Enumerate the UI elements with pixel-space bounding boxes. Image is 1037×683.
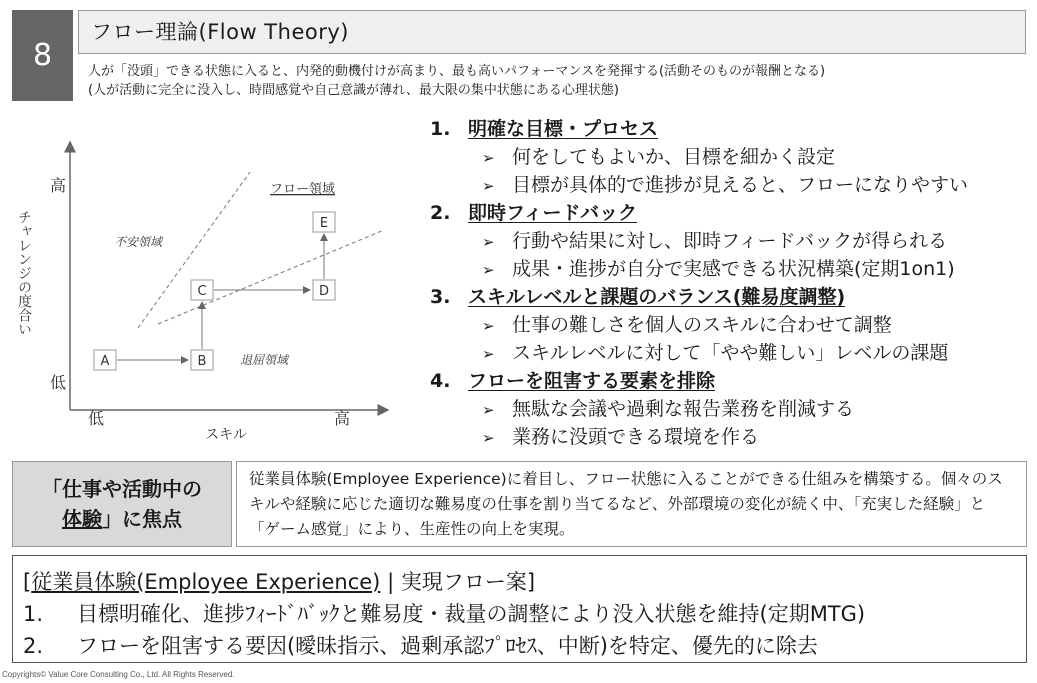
- svg-text:E: E: [319, 216, 329, 231]
- svg-text:A: A: [100, 354, 110, 369]
- list-bullet: ➢ 何をしてもよいか、目標を細かく設定: [482, 146, 836, 168]
- anxiety-zone-label: 不安領域: [114, 235, 163, 249]
- focus-description: 従業員体験(Employee Experience)に着目し、フロー状態に入ることができる仕組みを構築する。個々のスキルや経験に応じた適切な難易度の仕事を割り当てるなど、外部環境の変化が続く中、「充実した経験」と「ゲーム感覚」により、生産性の向上を実現。: [236, 461, 1027, 547]
- list-bullet: ➢ 仕事の難しさを個人のスキルに合わせて調整: [482, 314, 892, 336]
- x-low-label: 低: [87, 409, 105, 428]
- arrow-bullet-icon: ➢: [482, 345, 495, 363]
- list-bullet: ➢ 業務に没頭できる環境を作る: [482, 426, 760, 448]
- boredom-zone-label: 退屈領域: [240, 353, 289, 367]
- svg-text:C: C: [197, 284, 207, 299]
- page-title: フロー理論(Flow Theory): [78, 10, 1026, 54]
- y-axis-title: チャレンジの度合い: [16, 210, 32, 336]
- arrow-bullet-icon: ➢: [482, 429, 495, 447]
- x-high-label: 高: [333, 409, 351, 428]
- x-axis-title: スキル: [205, 427, 247, 443]
- arrow-bullet-icon: ➢: [482, 233, 495, 251]
- arrow-bullet-icon: ➢: [482, 261, 495, 279]
- list-item-heading: 3. スキルレベルと課題のバランス(難易度調整): [430, 286, 846, 308]
- svg-text:B: B: [197, 354, 207, 369]
- node-a: [94, 350, 116, 370]
- node-d: [313, 280, 335, 300]
- list-bullet: ➢ 無駄な会議や過剰な報告業務を削減する: [482, 398, 855, 420]
- node-e: [313, 212, 335, 232]
- arrow-bullet-icon: ➢: [482, 401, 495, 419]
- plan-line-1: 1. 目標明確化、進捗ﾌｨｰﾄﾞﾊﾞｯｸと難易度・裁量の調整により没入状態を維持(定期MTG): [23, 602, 866, 626]
- boredom-boundary: [158, 230, 384, 324]
- copyright: Copyrights© Value Core Consulting Co., Ltd. All Rights Reserved.: [2, 670, 235, 679]
- svg-text:D: D: [318, 284, 330, 299]
- list-bullet: ➢ 成果・進捗が自分で実感できる状況構築(定期1on1): [482, 258, 955, 280]
- list-item-heading: 2. 即時フィードバック: [430, 202, 638, 224]
- focus-label: 「仕事や活動中の 体験」に焦点: [12, 461, 232, 547]
- arrow-bullet-icon: ➢: [482, 149, 495, 167]
- list-bullet: ➢ 行動や結果に対し、即時フィードバックが得られる: [482, 230, 948, 252]
- plan-title: [従業員体験(Employee Experience) | 実現フロー案]: [23, 570, 536, 594]
- list-item-heading: 4. フローを阻害する要素を排除: [430, 370, 716, 392]
- section-number: 8: [12, 10, 73, 101]
- subtitle-line-2: (人が活動に完全に没入し、時間感覚や自己意識が薄れ、最大限の集中状態にある心理状態): [88, 83, 619, 98]
- arrow-bullet-icon: ➢: [482, 317, 495, 335]
- list-bullet: ➢ スキルレベルに対して「やや難しい」レベルの課題: [482, 342, 949, 364]
- arrow-bullet-icon: ➢: [482, 177, 495, 195]
- node-c: [191, 280, 213, 300]
- flow-zone-label: フロー領域: [270, 182, 336, 197]
- implementation-plan: [12, 555, 1027, 663]
- list-item-heading: 1. 明確な目標・プロセス: [430, 118, 659, 140]
- y-low-label: 低: [49, 373, 67, 392]
- y-high-label: 高: [49, 176, 67, 195]
- list-bullet: ➢ 目標が具体的で進捗が見えると、フローになりやすい: [482, 174, 969, 196]
- plan-line-2: 2. フローを阻害する要因(曖昧指示、過剰承認ﾌﾟﾛｾｽ、中断)を特定、優先的に除去: [23, 634, 818, 658]
- flow-diagram: [0, 120, 400, 450]
- anxiety-boundary: [138, 172, 250, 328]
- subtitle-line-1: 人が「没頭」できる状態に入ると、内発的動機付けが高まり、最も高いパフォーマンスを発揮する(活動そのものが報酬となる): [88, 64, 826, 79]
- node-b: [191, 350, 213, 370]
